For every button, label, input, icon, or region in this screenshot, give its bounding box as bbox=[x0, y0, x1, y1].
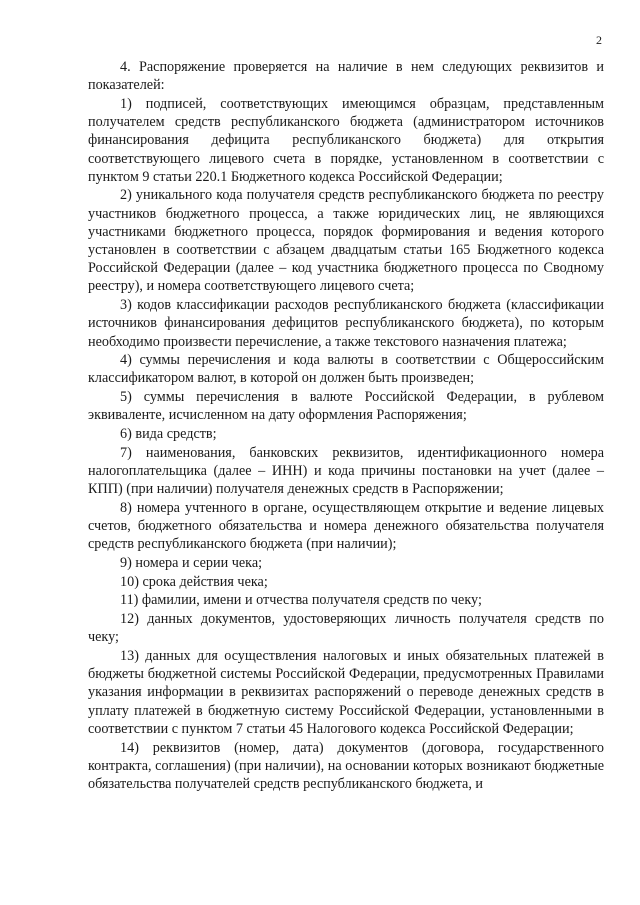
list-item-2: 2) уникального кода получателя средств республиканского бюджета по реестру участников бюджетного процесса, а также юридических лиц, не являющихся участниками бюджетного процесса, порядок формирования и ведения которого установлен в соответствии с абзацем двадцатым статьи 165 Бюджетного кодекса Российской Федерации (далее – код участника бюджетного процесса по Сводному реестру), и номера соответствующего лицевого счета; bbox=[88, 187, 604, 295]
list-item-13: 13) данных для осуществления налоговых и иных обязательных платежей в бюджеты бюджетной системы Российской Федерации, предусмотренных Правилами указания информации в реквизитах распоряжений о переводе денежных средств в уплату платежей в бюджетную систему Российской Федерации, установленными в соответствии с пунктом 7 статьи 45 Налогового кодекса Российской Федерации; bbox=[88, 648, 604, 737]
list-item-9: 9) номера и серии чека; bbox=[120, 554, 263, 571]
list-item-4: 4) суммы перечисления и кода валюты в соответствии с Общероссийским классификатором валют, в которой он должен быть произведен; bbox=[88, 352, 604, 387]
list-item-10: 10) срока действия чека; bbox=[120, 573, 268, 590]
list-item-12: 12) данных документов, удостоверяющих личность получателя средств по чеку; bbox=[88, 611, 604, 646]
page-number: 2 bbox=[596, 33, 602, 47]
list-item-14: 14) реквизитов (номер, дата) документов (договора, государственного контракта, соглашения) (при наличии), на основании которых возникают бюджетные обязательства получателей средств республиканского бюджета, и bbox=[88, 739, 604, 792]
list-item-7: 7) наименования, банковских реквизитов, идентификационного номера налогоплательщика (далее – ИНН) и кода причины постановки на учет (далее – КПП) (при наличии) получателя денежных средств в Распоряжении; bbox=[88, 444, 604, 498]
paragraph-4-intro: 4. Распоряжение проверяется на наличие в нем следующих реквизитов и показателей: bbox=[88, 59, 604, 94]
document-body bbox=[88, 58, 604, 794]
list-item-1: 1) подписей, соответствующих имеющимся образцам, представленным получателем средств республиканского бюджета (администратором источников финансирования дефицита республиканского бюджета) для открытия соответствующего лицевого счета в порядке, установленном в соответствии с пунктом 9 статьи 220.1 Бюджетного кодекса Российской Федерации; bbox=[88, 95, 604, 185]
list-item-3: 3) кодов классификации расходов республиканского бюджета (классификации источников финансирования дефицитов республиканского бюджета), по которым необходимо произвести перечисление, а также текстового назначения платежа; bbox=[88, 297, 604, 350]
list-item-5: 5) суммы перечисления в валюте Российской Федерации, в рублевом эквиваленте, исчисленном на дату оформления Распоряжения; bbox=[88, 389, 604, 424]
list-item-11: 11) фамилии, имени и отчества получателя средств по чеку; bbox=[120, 592, 482, 609]
list-item-6: 6) вида средств; bbox=[120, 426, 217, 443]
list-item-8: 8) номера учтенного в органе, осуществляющем открытие и ведение лицевых счетов, бюджетного обязательства и номера денежного обязательства получателя средств республиканского бюджета (при наличии); bbox=[88, 499, 604, 553]
